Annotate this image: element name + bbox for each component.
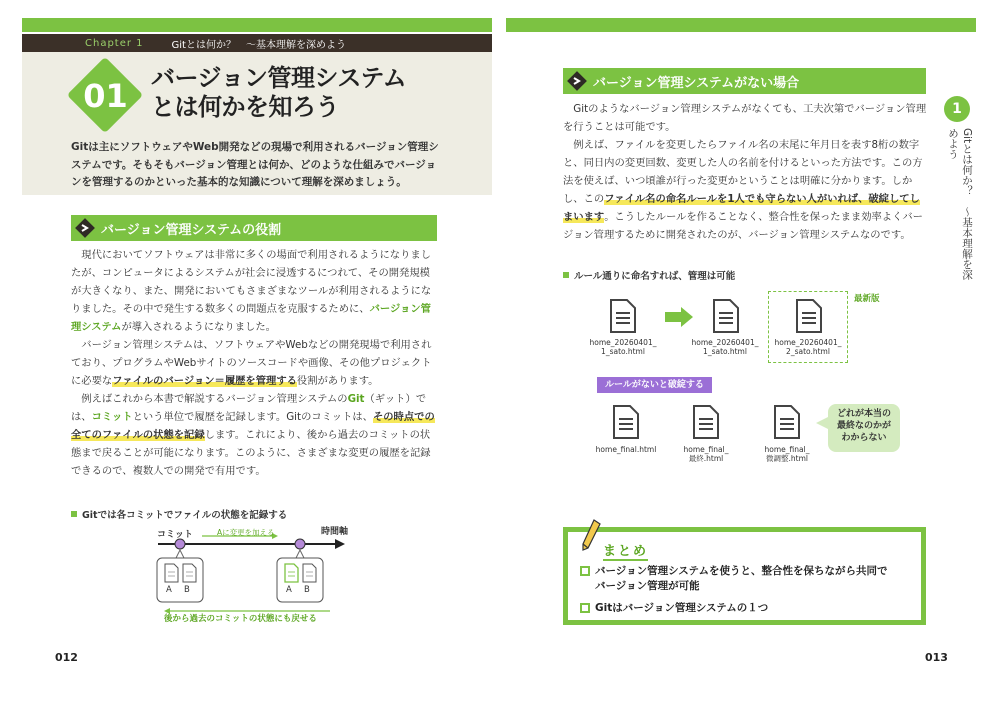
figure-caption — [71, 507, 287, 521]
file-name: home_20260401_ 1_sato.html — [589, 338, 657, 356]
summary-item-text: Gitはバージョン管理システムの１つ — [595, 602, 769, 614]
section-heading-text: バージョン管理システムの役割 — [101, 222, 282, 238]
file-name: home_final.html — [595, 445, 657, 454]
file-label-a2: A — [286, 585, 292, 595]
summary-box — [563, 527, 926, 625]
p3-text-4: します。これにより、後から過去のコミットの状態まで戻ることが可能になります。このように、さまざまな変更の履歴を記録できるので、複数人での開発で有用です。 — [71, 429, 431, 477]
section-number: 01 — [83, 76, 128, 115]
term-git: Git — [347, 393, 365, 405]
document-icon — [611, 404, 641, 440]
section-heading — [71, 215, 437, 241]
confusion-bubble: どれが本当の 最終なのかが わからない — [828, 404, 900, 452]
page-number-left: 012 — [55, 651, 78, 664]
time-axis-label: 時間軸 — [321, 527, 349, 537]
latest-label: 最新版 — [854, 294, 880, 304]
summary-title: まとめ — [603, 540, 648, 561]
figure-caption-right-text: ルール通りに命名すれば、管理は可能 — [574, 271, 736, 282]
chapter-side-tab — [940, 96, 978, 286]
chapter-label: Chapter 1 — [85, 37, 144, 49]
paragraph-r1: Gitのようなバージョン管理システムがなくても、工夫次第でバージョン管理を行うことは可能です。 — [563, 103, 927, 133]
summary-item-text: バージョン管理システムを使うと、整合性を保ちながら共同で バージョン管理が可能 — [595, 565, 888, 592]
summary-item — [580, 564, 888, 594]
restore-label: 後から過去のコミットの状態にも戻せる — [164, 614, 317, 624]
p2-text-end: 役割があります。 — [296, 375, 379, 387]
document-icon — [772, 404, 802, 440]
arrow-right-icon — [665, 307, 693, 327]
caption-square-icon — [563, 272, 569, 278]
arrow-badge-icon — [567, 71, 587, 91]
term-commit: コミット — [91, 411, 133, 423]
p2-highlight: ファイルのバージョン＝履歴を管理する — [112, 375, 297, 387]
p1-text-end: が導入されるようになりました。 — [121, 321, 276, 333]
p3-text-2: （ギット）では、 — [71, 393, 427, 423]
body-text — [71, 246, 439, 480]
chapter-bar — [22, 34, 492, 52]
term-vcs: バージョン管理システム — [71, 303, 431, 333]
title-line-1: バージョン管理システム — [151, 64, 407, 92]
p3-text-3: という単位で履歴を記録します。Gitのコミットは、 — [132, 411, 373, 423]
pr2-highlight: ファイル名の命名ルールを1人でも守らない人がいれば、破綻してしまいます — [563, 193, 920, 223]
file-name: home_final_ 最終.html — [683, 445, 729, 463]
document-icon — [608, 298, 638, 334]
file-name: home_final_ 微調整.html — [764, 445, 810, 463]
summary-item — [580, 601, 768, 616]
figure-caption-text: Gitでは各コミットでファイルの状態を記録する — [82, 510, 288, 521]
section-heading-right-text: バージョン管理システムがない場合 — [593, 75, 800, 91]
broken-rule-label: ルールがないと破綻する — [597, 377, 712, 393]
chapter-side-text: Gitとは何か？ 〜基本理解を深めよう — [947, 128, 973, 280]
chapter-number-badge: 1 — [944, 96, 970, 122]
arrow-badge-icon — [75, 218, 95, 238]
change-label: Aに変更を加える — [217, 528, 275, 537]
file-name: home_20260401_ 2_sato.html — [774, 338, 842, 356]
top-accent-bar — [22, 18, 492, 32]
pr2-text: 例えば、ファイルを変更したらファイル名の末尾に年月日を表す8桁の数字と、同日内の変更回数、変更した人の名前を付けるといった方法です。この方法を使えば、いつ頃誰が行った変更かということは明確に分かります。しかし、この — [563, 139, 923, 205]
document-icon — [794, 298, 824, 334]
paragraph-3 — [71, 390, 439, 480]
top-accent-bar-right — [506, 18, 976, 32]
checkbox-bullet-icon — [580, 566, 590, 576]
section-number-badge — [68, 58, 143, 133]
chapter-title: Gitとは何か？ 〜基本理解を深めよう — [171, 39, 346, 51]
file-label-a: A — [166, 585, 172, 595]
checkbox-bullet-icon — [580, 603, 590, 613]
figure-caption-right — [563, 268, 735, 282]
caption-square-icon — [71, 511, 77, 517]
document-icon — [691, 404, 721, 440]
page-number-right: 013 — [925, 651, 948, 664]
paragraph-1 — [71, 246, 439, 336]
file-name: home_20260401_ 1_sato.html — [691, 338, 759, 356]
paragraph-r2 — [563, 136, 928, 244]
pencil-icon — [580, 518, 602, 552]
p3-text: 例えばこれから本書で解説するバージョン管理システムの — [81, 393, 348, 405]
p3-highlight: その時点での全てのファイルの状態を記録 — [71, 411, 435, 441]
pr2-text-end: 。こうしたルールを作ることなく、整合性を保ったまま効率よくバージョン管理するために開発されたのが、バージョン管理システムなのです。 — [563, 211, 923, 241]
file-label-b: B — [184, 585, 190, 595]
paragraph-2 — [71, 336, 439, 390]
commit-label: コミット — [157, 530, 193, 540]
p1-text: 現代においてソフトウェアは非常に多くの場面で利用されるようになりましたが、コンピュータによるシステムが社会に浸透するにつれて、その開発規模が大きくなり、また、開発においてもさまざまなツールが利用されるようになりました。その中で発生する数多くの問題点を克服するために、 — [71, 249, 432, 315]
body-text-right — [563, 100, 928, 244]
document-icon — [711, 298, 741, 334]
section-heading-right — [563, 68, 926, 94]
title-line-2: とは何かを知ろう — [151, 93, 339, 121]
file-label-b2: B — [304, 585, 310, 595]
intro-text: Gitは主にソフトウェアやWeb開発などの現場で利用されるバージョン管理システムです。そもそもバージョン管理とは何か、どのような仕組みでバージョンを管理するのかといった基本的な知識について理解を深めましょう。 — [71, 141, 439, 188]
page-title — [151, 64, 406, 122]
p2-text: バージョン管理システムは、ソフトウェアやWebなどの開発現場で利用されており、プログラムやWebサイトのソースコードや画像、その他プロジェクトに必要な — [71, 339, 432, 387]
